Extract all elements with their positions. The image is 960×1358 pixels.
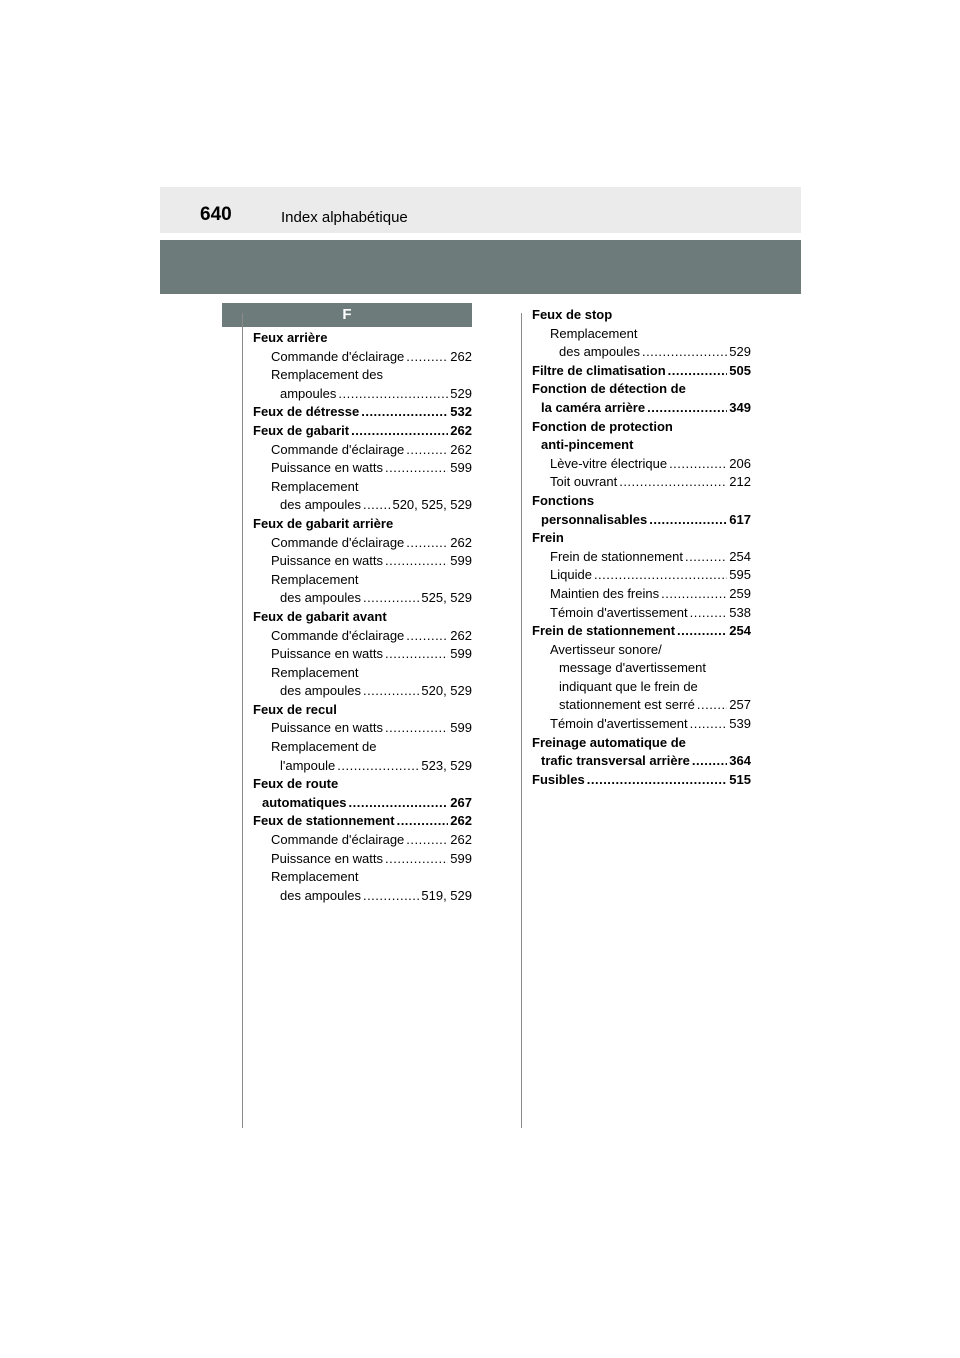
index-entry-text: Toit ouvrant bbox=[550, 474, 618, 490]
dot-leader bbox=[692, 752, 727, 771]
index-entry bbox=[532, 306, 751, 325]
index-entry-text: l'ampoule bbox=[280, 757, 336, 773]
index-entry-page: 505 bbox=[729, 362, 751, 378]
index-entry-text: Remplacement bbox=[550, 325, 638, 341]
index-entry-page: 599 bbox=[450, 553, 472, 569]
index-entry-text: Commande d'éclairage bbox=[271, 348, 405, 364]
index-entry-text: des ampoules bbox=[280, 683, 361, 699]
index-entry-page: 515 bbox=[729, 771, 751, 787]
index-entry-page: 599 bbox=[450, 646, 472, 662]
index-entry-text: Puissance en watts bbox=[271, 720, 384, 736]
index-entry bbox=[532, 325, 751, 344]
dot-leader bbox=[363, 887, 419, 906]
dot-leader bbox=[406, 534, 448, 553]
index-entry bbox=[532, 734, 751, 753]
index-entry-text: Témoin d'avertissement bbox=[550, 604, 688, 620]
index-entry-text: Frein de stationnement bbox=[550, 548, 683, 564]
index-entry-page: 267 bbox=[450, 794, 472, 810]
index-entry-text: Freinage automatique de bbox=[532, 734, 686, 750]
index-entry bbox=[253, 775, 472, 794]
index-entry-text: Feux de gabarit bbox=[253, 422, 350, 438]
index-entry bbox=[532, 529, 751, 548]
index-entry bbox=[253, 682, 472, 701]
index-entry bbox=[253, 348, 472, 367]
index-entry-page: 520, 525, 529 bbox=[392, 497, 472, 513]
index-column-right bbox=[532, 306, 751, 789]
index-entry-text: Feux de détresse bbox=[253, 404, 360, 420]
index-entry-page: 262 bbox=[450, 534, 472, 550]
dot-leader bbox=[594, 566, 727, 585]
index-entry-text: Fonction de détection de bbox=[532, 381, 686, 397]
index-entry-text: Liquide bbox=[550, 567, 592, 583]
index-entry-page: 349 bbox=[729, 399, 751, 415]
index-entry-text: des ampoules bbox=[280, 590, 361, 606]
dot-leader bbox=[406, 348, 448, 367]
index-entry-text: Puissance en watts bbox=[271, 646, 384, 662]
index-entry bbox=[532, 511, 751, 530]
index-entry-text: Commande d'éclairage bbox=[271, 441, 405, 457]
index-entry-page: 599 bbox=[450, 850, 472, 866]
index-entry bbox=[253, 441, 472, 460]
index-entry bbox=[532, 473, 751, 492]
index-entry bbox=[253, 534, 472, 553]
index-entry bbox=[532, 492, 751, 511]
index-entry-text: Feux de route bbox=[253, 776, 339, 792]
index-entry bbox=[253, 645, 472, 664]
index-entry-text: des ampoules bbox=[559, 344, 640, 360]
index-entry bbox=[532, 380, 751, 399]
index-entry-page: 523, 529 bbox=[421, 757, 472, 773]
index-entry bbox=[253, 719, 472, 738]
index-entry-text: Avertisseur sonore/ bbox=[550, 641, 662, 657]
dot-leader bbox=[587, 771, 728, 790]
section-band bbox=[160, 240, 801, 294]
index-entry-text: Fonction de protection bbox=[532, 418, 673, 434]
index-entry bbox=[253, 589, 472, 608]
index-entry-text: la caméra arrière bbox=[541, 399, 646, 415]
index-entry-page: 262 bbox=[450, 348, 472, 364]
index-entry-page: 525, 529 bbox=[421, 590, 472, 606]
index-entry-text: Lève-vitre électrique bbox=[550, 455, 668, 471]
index-entry-text: trafic transversal arrière bbox=[541, 753, 690, 769]
dot-leader bbox=[406, 627, 448, 646]
index-entry-page: 617 bbox=[729, 511, 751, 527]
index-entry-text: stationnement est serré bbox=[559, 697, 695, 713]
index-entry-text: des ampoules bbox=[280, 887, 361, 903]
index-entry-page: 206 bbox=[729, 455, 751, 471]
index-entry-text: Commande d'éclairage bbox=[271, 627, 405, 643]
index-entry-page: 254 bbox=[729, 548, 751, 564]
header-title: Index alphabétique bbox=[281, 209, 408, 226]
index-entry-text: Remplacement bbox=[271, 478, 359, 494]
index-entry-page: 262 bbox=[450, 832, 472, 848]
index-entry-page: 532 bbox=[450, 404, 472, 420]
index-entry bbox=[253, 831, 472, 850]
index-entry-text: Fonctions bbox=[532, 492, 595, 508]
index-entry-page: 212 bbox=[729, 474, 751, 490]
header-bar bbox=[160, 187, 801, 233]
dot-leader bbox=[690, 604, 728, 623]
index-entry-text: Feux de gabarit avant bbox=[253, 608, 387, 624]
index-entry bbox=[253, 757, 472, 776]
dot-leader bbox=[363, 496, 391, 515]
index-entry bbox=[532, 715, 751, 734]
index-entry bbox=[532, 678, 751, 697]
index-entry-text: Commande d'éclairage bbox=[271, 832, 405, 848]
index-entry-page: 539 bbox=[729, 716, 751, 732]
index-entry bbox=[532, 696, 751, 715]
index-entry-page: 364 bbox=[729, 753, 751, 769]
index-entry-text: des ampoules bbox=[280, 497, 361, 513]
index-entry bbox=[532, 641, 751, 660]
dot-leader bbox=[619, 473, 727, 492]
index-entry-text: Filtre de climatisation bbox=[532, 362, 666, 378]
index-entry-text: Frein bbox=[532, 530, 564, 546]
index-entry-text: Remplacement bbox=[271, 869, 359, 885]
index-entry-text: Commande d'éclairage bbox=[271, 534, 405, 550]
index-entry-page: 599 bbox=[450, 720, 472, 736]
index-entry bbox=[253, 422, 472, 441]
dot-leader bbox=[690, 715, 728, 734]
index-entry-page: 254 bbox=[729, 623, 751, 639]
index-entry bbox=[532, 343, 751, 362]
index-entry bbox=[253, 403, 472, 422]
dot-leader bbox=[361, 403, 448, 422]
index-entry bbox=[532, 436, 751, 455]
index-entry-page: 520, 529 bbox=[421, 683, 472, 699]
index-entry-text: Frein de stationnement bbox=[532, 623, 676, 639]
dot-leader bbox=[406, 441, 448, 460]
index-entry-text: personnalisables bbox=[541, 511, 648, 527]
index-entry bbox=[532, 659, 751, 678]
dot-leader bbox=[397, 812, 449, 831]
index-entry-text: indiquant que le frein de bbox=[559, 678, 698, 694]
index-entry-text: ampoules bbox=[280, 385, 337, 401]
index-entry-page: 262 bbox=[450, 627, 472, 643]
index-entry bbox=[253, 794, 472, 813]
dot-leader bbox=[363, 682, 419, 701]
index-entry-page: 259 bbox=[729, 585, 751, 601]
index-entry-text: Maintien des freins bbox=[550, 585, 660, 601]
index-entry-page: 529 bbox=[729, 344, 751, 360]
index-entry-text: Remplacement des bbox=[271, 367, 383, 383]
index-entry bbox=[532, 455, 751, 474]
index-entry bbox=[532, 548, 751, 567]
index-entry-text: Puissance en watts bbox=[271, 850, 384, 866]
index-entry-page: 262 bbox=[450, 813, 472, 829]
index-entry bbox=[532, 585, 751, 604]
dot-leader bbox=[385, 459, 448, 478]
section-letter: F bbox=[222, 303, 472, 327]
index-entry-page: 262 bbox=[450, 441, 472, 457]
index-entry bbox=[253, 738, 472, 757]
index-entry bbox=[253, 329, 472, 348]
index-entry bbox=[253, 478, 472, 497]
index-entry bbox=[253, 515, 472, 534]
index-column-left bbox=[253, 329, 472, 905]
index-entry bbox=[532, 604, 751, 623]
index-entry bbox=[253, 552, 472, 571]
index-entry bbox=[253, 850, 472, 869]
dot-leader bbox=[385, 552, 448, 571]
index-entry-text: Remplacement bbox=[271, 664, 359, 680]
index-entry bbox=[253, 459, 472, 478]
dot-leader bbox=[385, 719, 448, 738]
dot-leader bbox=[668, 362, 728, 381]
dot-leader bbox=[661, 585, 727, 604]
index-entry-text: Fusibles bbox=[532, 771, 585, 787]
dot-leader bbox=[649, 511, 727, 530]
index-entry-text: Feux de stop bbox=[532, 307, 613, 322]
dot-leader bbox=[642, 343, 727, 362]
right-divider bbox=[521, 313, 522, 1128]
index-entry-page: 262 bbox=[450, 422, 472, 438]
index-entry-page: 257 bbox=[729, 697, 751, 713]
index-entry bbox=[253, 868, 472, 887]
index-entry-text: Remplacement de bbox=[271, 739, 377, 755]
dot-leader bbox=[349, 794, 449, 813]
index-entry-text: Puissance en watts bbox=[271, 460, 384, 476]
index-entry-text: Feux de recul bbox=[253, 701, 337, 717]
index-entry bbox=[532, 399, 751, 418]
index-entry bbox=[253, 627, 472, 646]
index-entry bbox=[253, 571, 472, 590]
index-entry bbox=[532, 752, 751, 771]
index-entry bbox=[532, 566, 751, 585]
index-entry-text: Témoin d'avertissement bbox=[550, 716, 688, 732]
index-entry bbox=[253, 812, 472, 831]
index-entry bbox=[532, 418, 751, 437]
dot-leader bbox=[385, 850, 448, 869]
index-entry-text: Feux de gabarit arrière bbox=[253, 515, 394, 531]
index-entry-page: 538 bbox=[729, 604, 751, 620]
dot-leader bbox=[685, 548, 727, 567]
dot-leader bbox=[406, 831, 448, 850]
dot-leader bbox=[677, 622, 727, 641]
index-entry bbox=[253, 664, 472, 683]
dot-leader bbox=[351, 422, 448, 441]
index-entry-page: 599 bbox=[450, 460, 472, 476]
page-number: 640 bbox=[200, 204, 232, 225]
index-entry-page: 519, 529 bbox=[421, 887, 472, 903]
index-entry bbox=[253, 887, 472, 906]
index-entry-text: anti-pincement bbox=[541, 437, 634, 453]
index-entry-text: Puissance en watts bbox=[271, 553, 384, 569]
dot-leader bbox=[338, 385, 448, 404]
dot-leader bbox=[337, 757, 419, 776]
index-entry bbox=[253, 385, 472, 404]
dot-leader bbox=[385, 645, 448, 664]
index-entry-page: 529 bbox=[450, 385, 472, 401]
dot-leader bbox=[363, 589, 419, 608]
index-entry bbox=[253, 366, 472, 385]
index-entry-text: automatiques bbox=[262, 794, 347, 810]
index-entry bbox=[532, 771, 751, 790]
dot-leader bbox=[697, 696, 727, 715]
index-entry-text: message d'avertissement bbox=[559, 660, 706, 676]
dot-leader bbox=[647, 399, 727, 418]
index-entry-page: 595 bbox=[729, 567, 751, 583]
index-entry bbox=[253, 496, 472, 515]
index-entry-text: Feux arrière bbox=[253, 330, 328, 345]
index-entry-text: Remplacement bbox=[271, 571, 359, 587]
index-entry bbox=[532, 362, 751, 381]
index-entry bbox=[253, 701, 472, 720]
index-entry bbox=[253, 608, 472, 627]
left-divider bbox=[242, 313, 243, 1128]
index-entry bbox=[532, 622, 751, 641]
dot-leader bbox=[669, 455, 727, 474]
index-entry-text: Feux de stationnement bbox=[253, 813, 395, 829]
